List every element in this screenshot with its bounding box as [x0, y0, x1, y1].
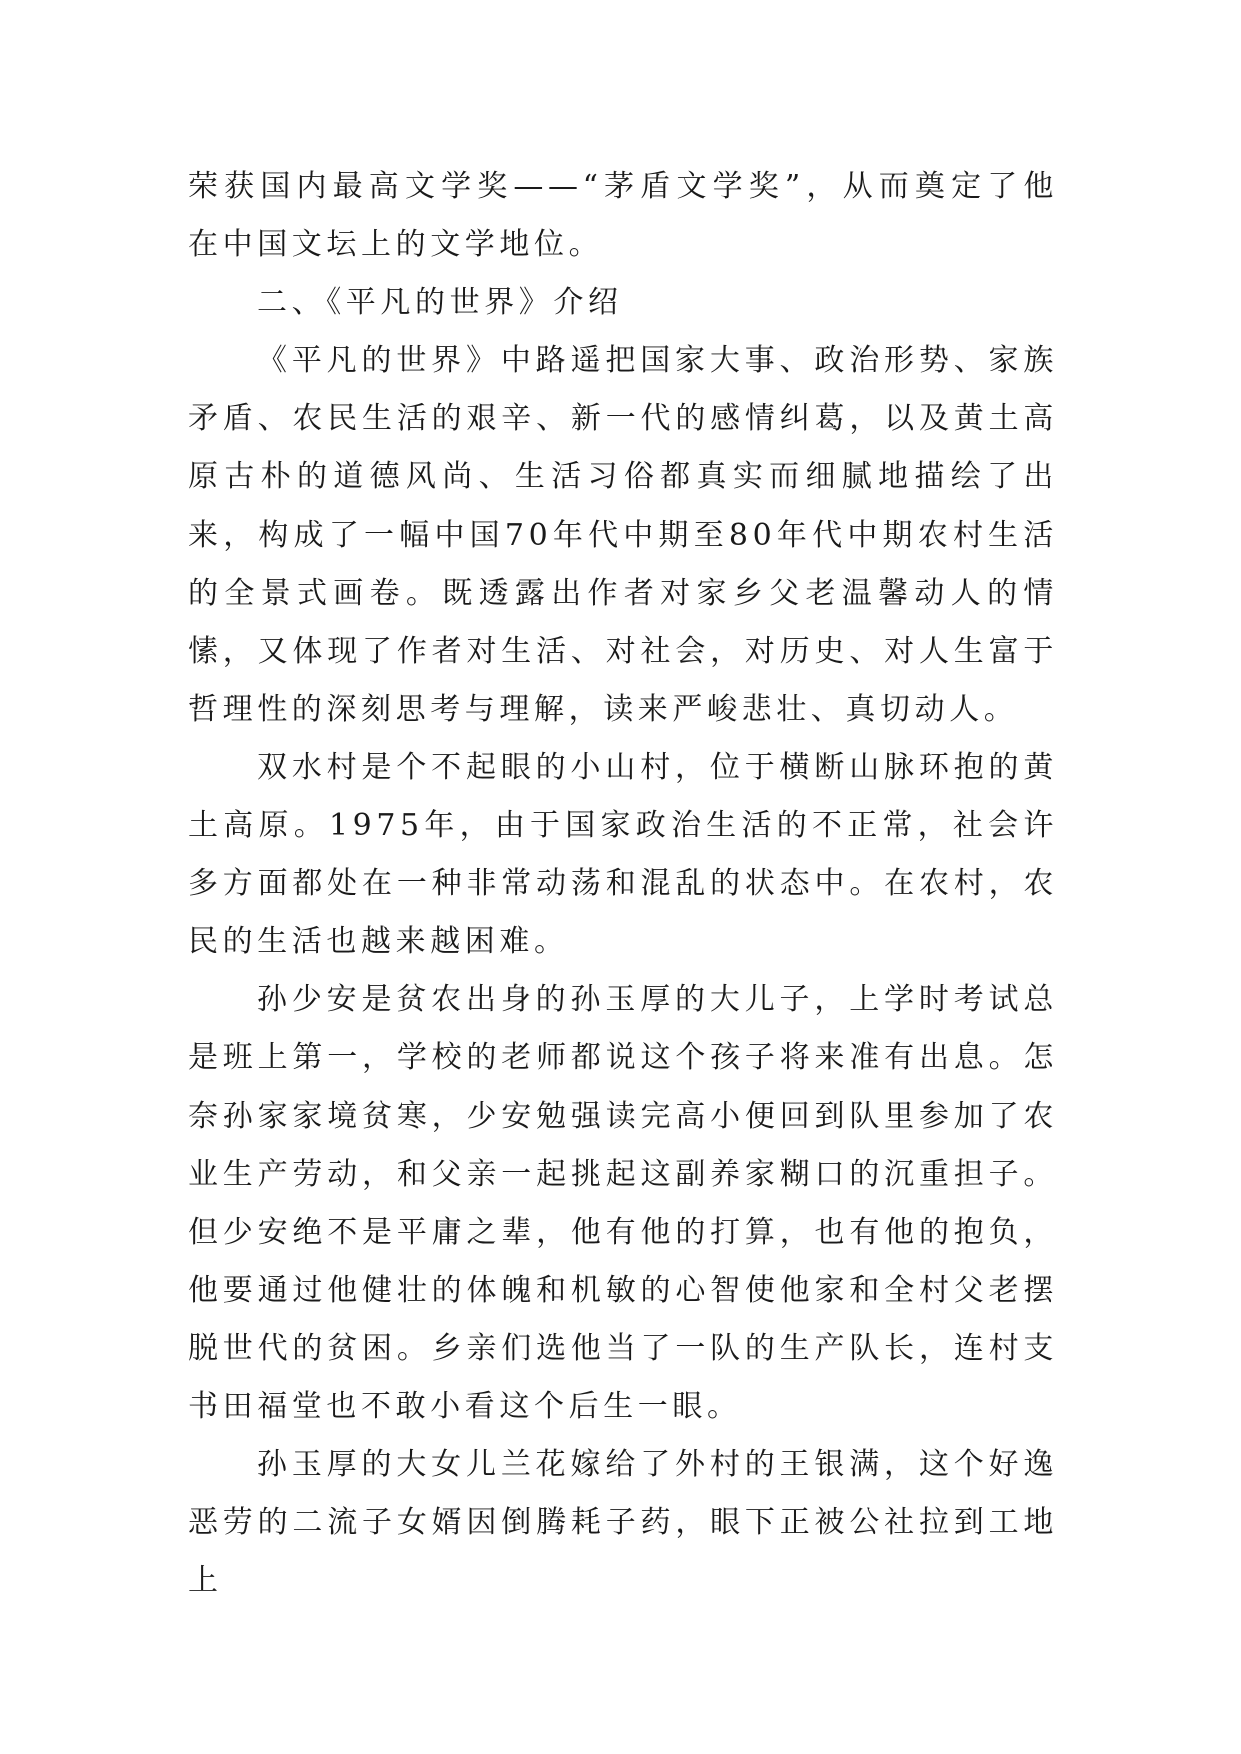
paragraph-continued: 荣获国内最高文学奖——“茅盾文学奖”，从而奠定了他在中国文坛上的文学地位。: [188, 169, 1058, 263]
section-heading: 二、《平凡的世界》介绍: [257, 285, 623, 321]
paragraph-lanhua: 孙玉厚的大女儿兰花嫁给了外村的王银满，这个好逸恶劳的二流子女婿因倒腾耗子药，眼下正被公社拉到工地上: [188, 1447, 1058, 1599]
body-text: [188, 158, 1058, 1610]
paragraph-village: 双水村是个不起眼的小山村，位于横断山脉环抱的黄土高原。1975年，由于国家政治生活的不正常，社会许多方面都处在一种非常动荡和混乱的状态中。在农村，农民的生活也越来越困难。: [188, 749, 1058, 960]
paragraph-sun-shaoan: 孙少安是贫农出身的孙玉厚的大儿子，上学时考试总是班上第一，学校的老师都说这个孩子将来准有出息。怎奈孙家家境贫寒，少安勉强读完高小便回到队里参加了农业生产劳动，和父亲一起挑起这副养家糊口的沉重担子。但少安绝不是平庸之辈，他有他的打算，也有他的抱负，他要通过他健壮的体魄和机敏的心智使他家和全村父老摆脱世代的贫困。乡亲们选他当了一队的生产队长，连村支书田福堂也不敢小看这个后生一眼。: [188, 982, 1058, 1424]
paragraph-introduction: 《平凡的世界》中路遥把国家大事、政治形势、家族矛盾、农民生活的艰辛、新一代的感情纠葛，以及黄土高原古朴的道德风尚、生活习俗都真实而细腻地描绘了出来，构成了一幅中国70年代中期至80年代中期农村生活的全景式画卷。既透露出作者对家乡父老温馨动人的情愫，又体现了作者对生活、对社会，对历史、对人生富于哲理性的深刻思考与理解，读来严峻悲壮、真切动人。: [188, 343, 1058, 727]
